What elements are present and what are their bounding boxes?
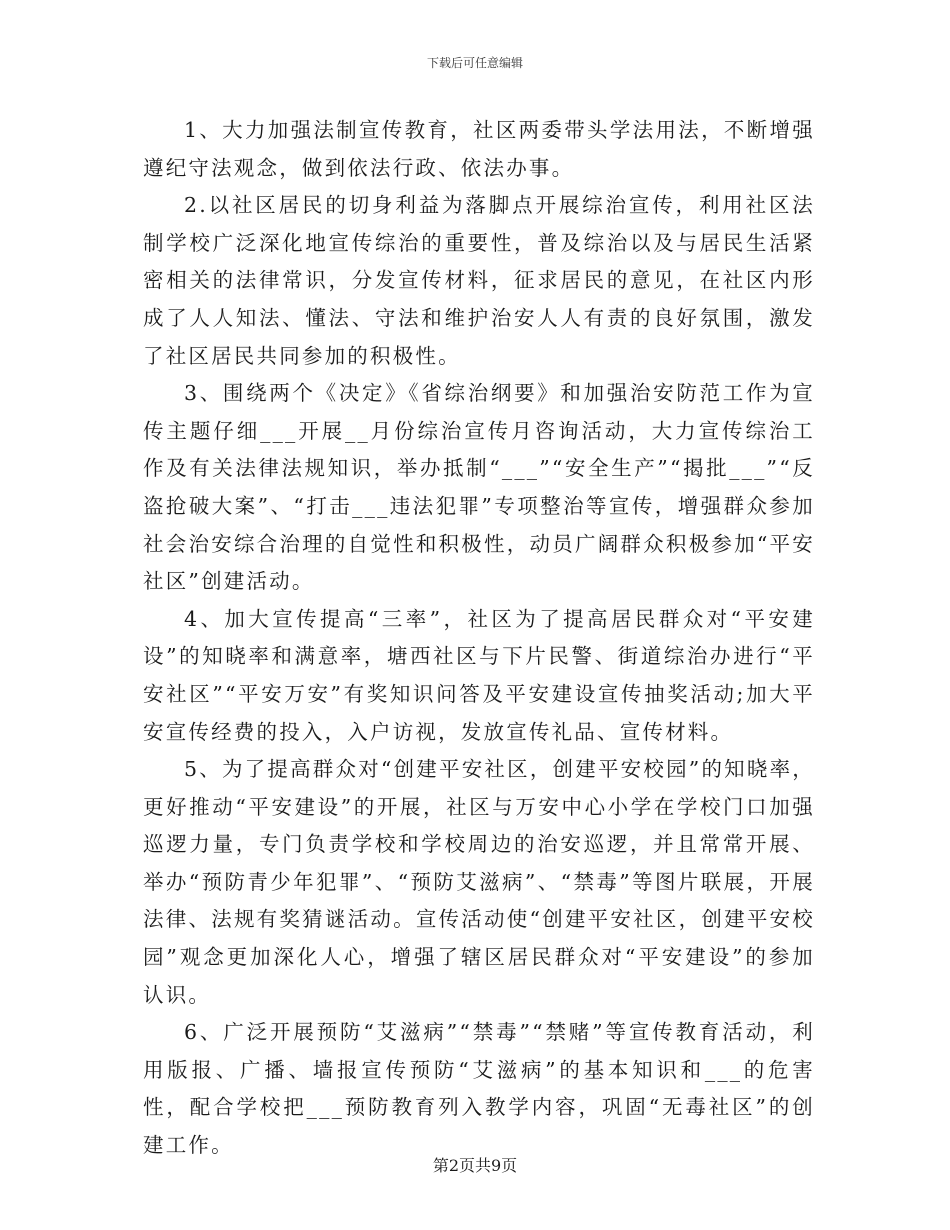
paragraph-3: 3、围绕两个《决定》《省综治纲要》和加强治安防范工作为宣传主题仔细___开展__月份综治宣传月咨询活动，大力宣传综治工作及有关法律法规知识，举办抵制“___”“安全生产”“揭批___”“反盗抢破大案”、“打击___违法犯罪”专项整治等宣传，增强群众参加社会治安综合治理的自觉性和积极性，动员广阔群众积极参加“平安社区”创建活动。 — [143, 381, 815, 594]
paragraph-4: 4、加大宣传提高“三率”，社区为了提高居民群众对“平安建设”的知晓率和满意率，塘西社区与下片民警、街道综治办进行“平安社区”“平安万安”有奖知识问答及平安建设宣传抽奖活动;加大平安宣传经费的投入，入户访视，发放宣传礼品、宣传材料。 — [143, 606, 815, 744]
paragraph-6: 6、广泛开展预防“艾滋病”“禁毒”“禁赌”等宣传教育活动，利用版报、广播、墙报宣传预防“艾滋病”的基本知识和___的危害性，配合学校把___预防教育列入教学内容，巩固“无毒社区”的创建工作。 — [143, 1020, 815, 1158]
paragraph-2: 2.以社区居民的切身利益为落脚点开展综治宣传，利用社区法制学校广泛深化地宣传综治的重要性，普及综治以及与居民生活紧密相关的法律常识，分发宣传材料，征求居民的意见，在社区内形成了人人知法、懂法、守法和维护治安人人有责的良好氛围，激发了社区居民共同参加的积极性。 — [143, 193, 815, 368]
paragraph-5: 5、为了提高群众对“创建平安社区，创建平安校园”的知晓率，更好推动“平安建设”的开展，社区与万安中心小学在学校门口加强巡逻力量，专门负责学校和学校周边的治安巡逻，并且常常开展、举办“预防青少年犯罪”、“预防艾滋病”、“禁毒”等图片联展，开展法律、法规有奖猜谜活动。宣传活动使“创建平安社区，创建平安校园”观念更加深化人心，增强了辖区居民群众对“平安建设”的参加认识。 — [143, 757, 815, 1007]
page-footer: 第2页共9页 — [432, 1156, 518, 1175]
paragraph-1: 1、大力加强法制宣传教育，社区两委带头学法用法，不断增强遵纪守法观念，做到依法行政、依法办事。 — [143, 118, 815, 180]
document-body — [143, 112, 815, 1165]
page-header: 下载后可任意编辑 — [426, 56, 523, 70]
